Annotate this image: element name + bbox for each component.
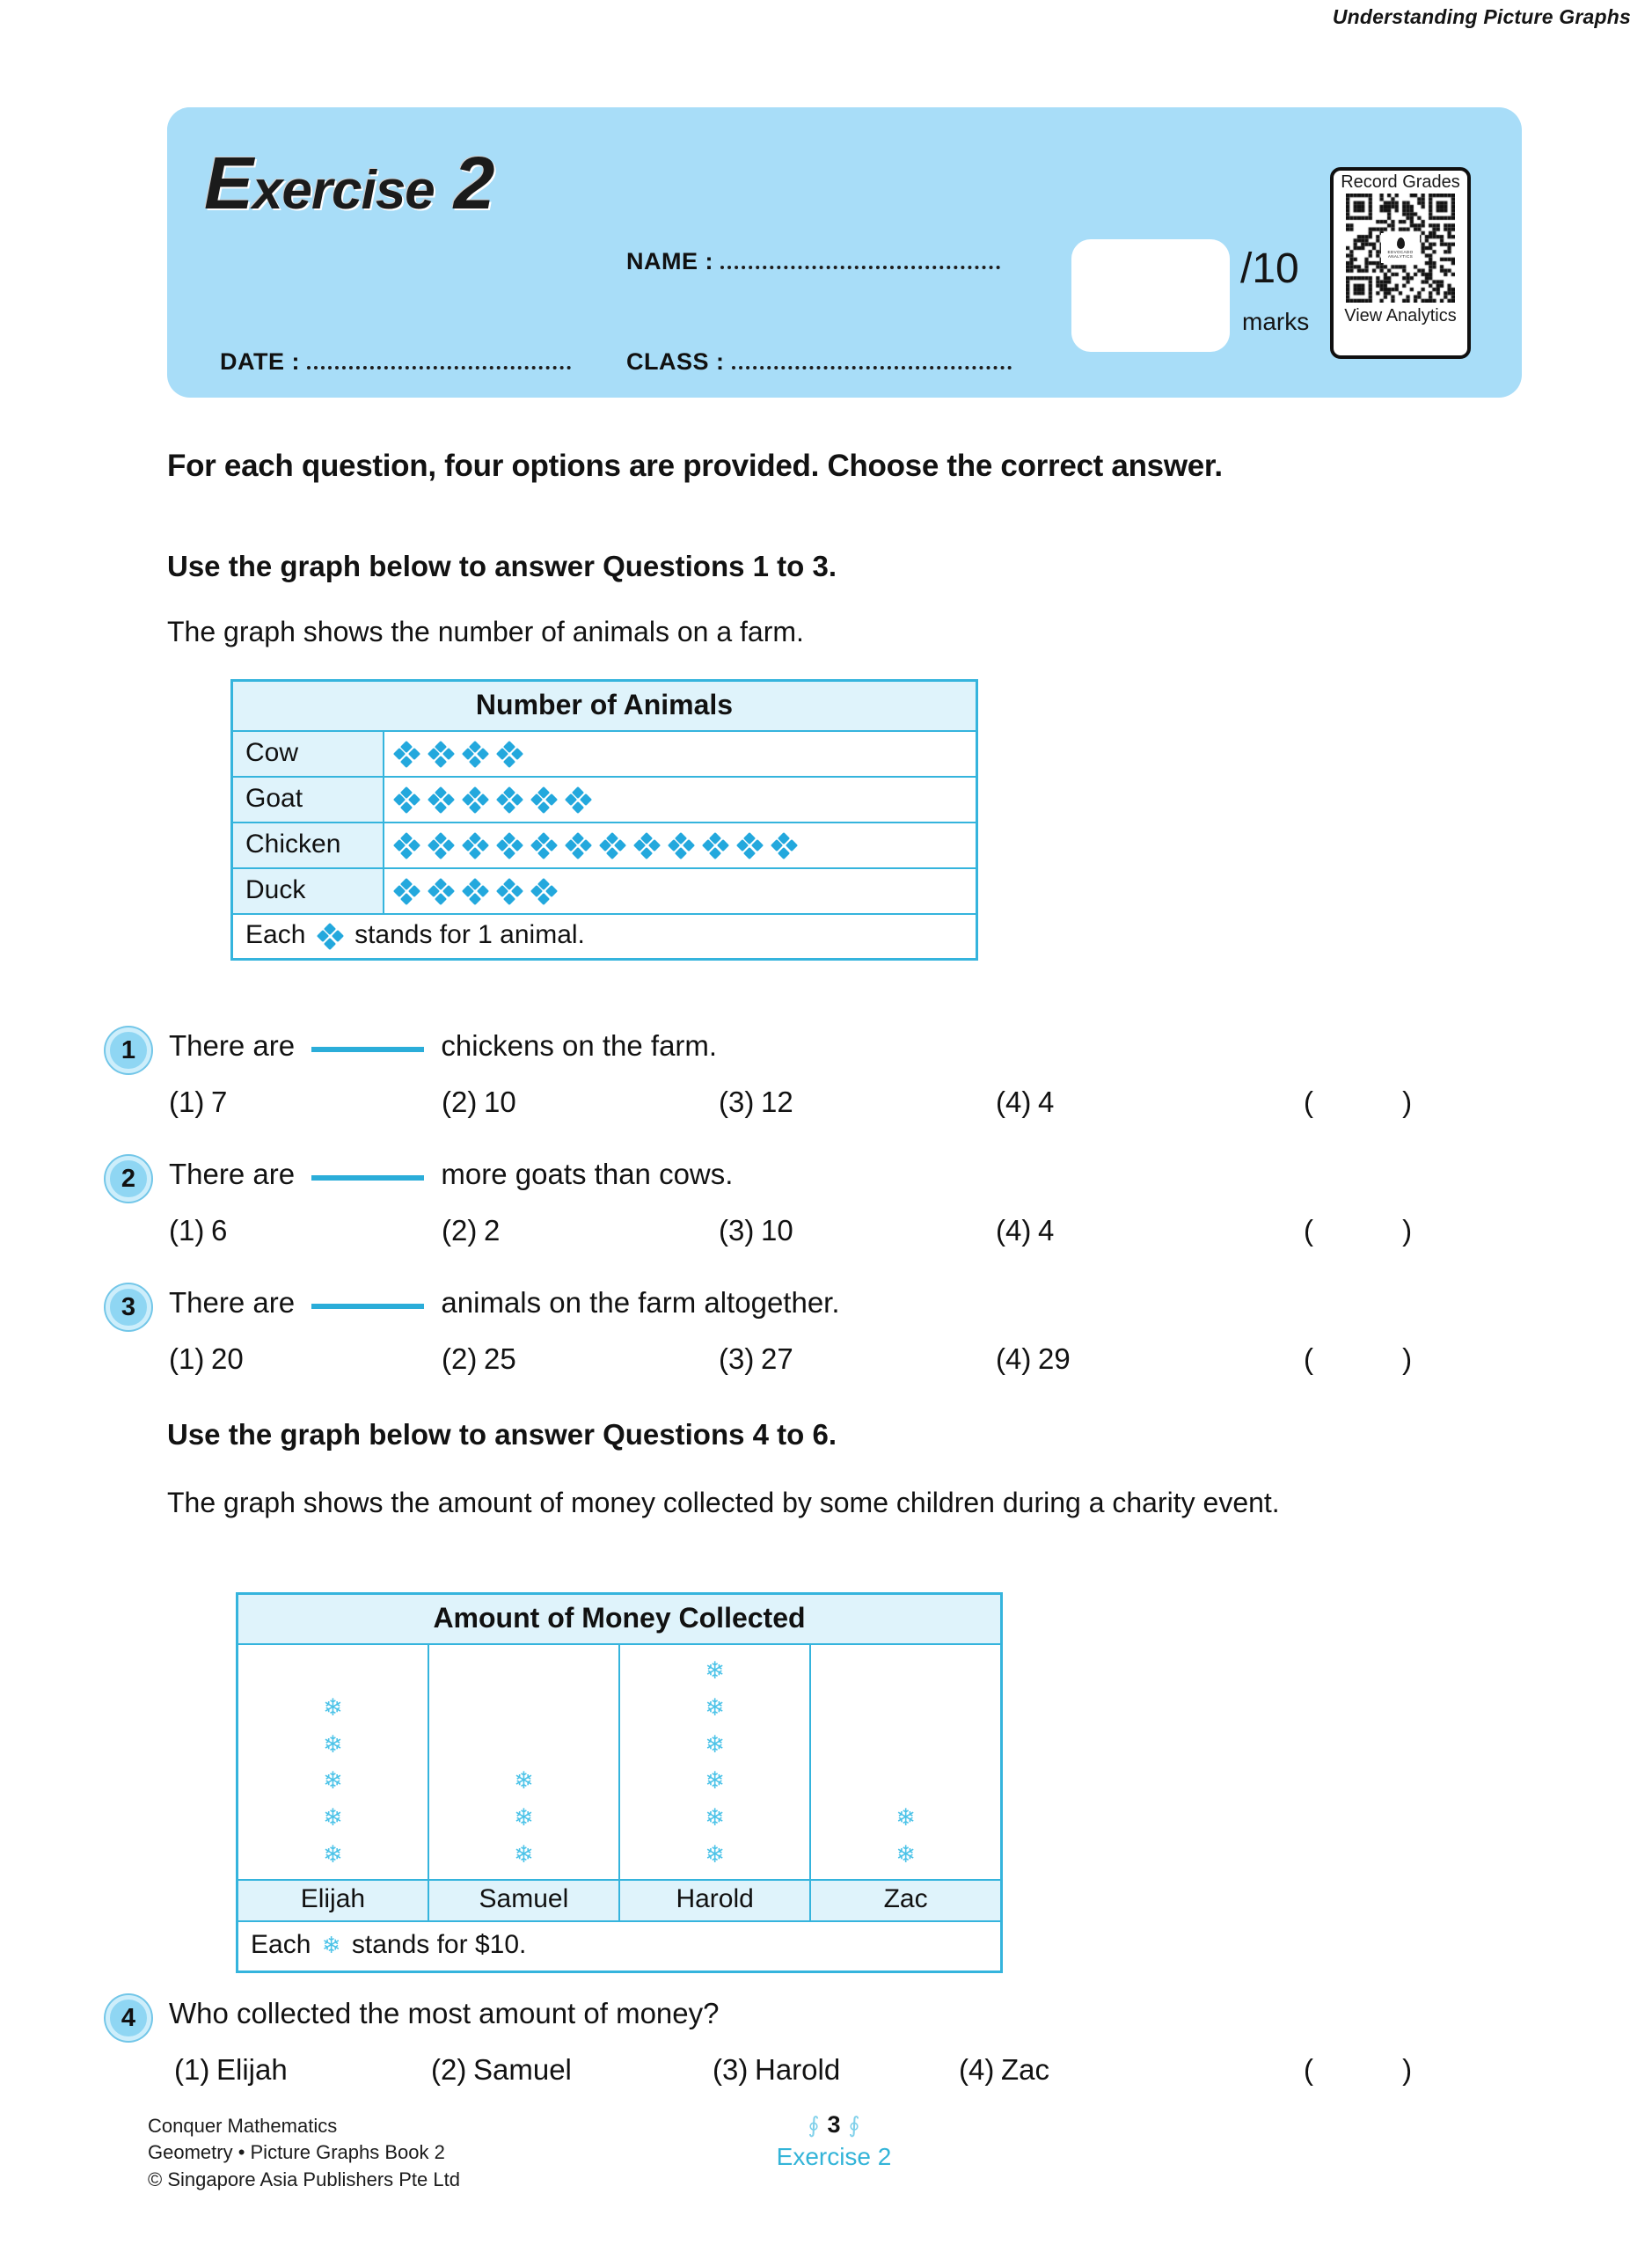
money-symbols: [430, 1646, 618, 1874]
avocado-icon: [1397, 238, 1405, 249]
qr-code-icon[interactable]: [1346, 194, 1455, 303]
key-text-after: stands for $10.: [351, 1930, 527, 1959]
table-row: [232, 777, 977, 823]
answer-bracket[interactable]: ( ): [1304, 1086, 1453, 1118]
option-4[interactable]: [996, 1214, 1054, 1247]
option-4[interactable]: [996, 1342, 1071, 1376]
option-tag: (3): [719, 1342, 755, 1375]
option-tag: (3): [719, 1086, 755, 1118]
animals-pictograph: [230, 679, 978, 961]
diamond-cluster-icon: [395, 788, 419, 812]
animal-label: Cow: [232, 731, 384, 777]
key-text-before: Each: [245, 920, 306, 949]
page-number: 3: [827, 2111, 841, 2138]
diamond-cluster-icon: [567, 788, 590, 812]
animal-label: Goat: [232, 777, 384, 823]
table-title-row: [232, 681, 977, 732]
diamond-cluster-icon: [532, 880, 556, 903]
option-3[interactable]: [719, 1342, 793, 1376]
option-1[interactable]: [169, 1086, 227, 1119]
option-tag: (4): [996, 1342, 1032, 1375]
diamond-cluster-icon: [635, 834, 659, 858]
class-field[interactable]: [626, 348, 1012, 376]
question-text-before: There are: [169, 1029, 296, 1062]
ornament-right-icon: ∮: [848, 2113, 860, 2138]
answer-blank[interactable]: [311, 1047, 424, 1052]
key-text-after: stands for 1 animal.: [355, 920, 585, 949]
table-symbols-row: [238, 1644, 1002, 1880]
option-label: 4: [1038, 1214, 1055, 1247]
option-1[interactable]: [169, 1214, 227, 1247]
option-label: 4: [1038, 1086, 1055, 1118]
class-input-line[interactable]: [732, 356, 1012, 369]
option-tag: (1): [169, 1342, 205, 1375]
money-column: [810, 1644, 1001, 1880]
diamond-cluster-icon: [601, 834, 625, 858]
marks-total-label: /10: [1240, 245, 1299, 292]
diamond-cluster-icon: [669, 834, 693, 858]
snowflake-icon: ❄: [514, 1804, 534, 1832]
option-label: Samuel: [473, 2053, 572, 2086]
option-row: [169, 2053, 1612, 2092]
animal-label: Chicken: [232, 823, 384, 868]
section-1-caption: The graph shows the number of animals on a farm.: [167, 616, 804, 647]
snowflake-icon: ❄: [705, 1693, 725, 1721]
diamond-cluster-icon: [567, 834, 590, 858]
option-tag: (4): [996, 1086, 1032, 1118]
answer-blank[interactable]: [311, 1175, 424, 1181]
table-key-row: [232, 914, 977, 960]
diamond-cluster-icon: [532, 834, 556, 858]
option-tag: (1): [169, 1214, 205, 1247]
animals-key: [232, 914, 977, 960]
option-label: 20: [211, 1342, 244, 1375]
question-text-before: There are: [169, 1286, 296, 1319]
diamond-cluster-icon: [429, 788, 453, 812]
snowflake-icon: ❄: [705, 1804, 725, 1832]
option-tag: (1): [174, 2053, 210, 2086]
diamond-cluster-icon: [395, 880, 419, 903]
name-label: NAME :: [626, 248, 713, 274]
snowflake-icon: ❄: [895, 1804, 916, 1832]
diamond-cluster-icon: [464, 880, 487, 903]
key-text-before: Each: [251, 1930, 311, 1959]
animal-symbols: [384, 868, 977, 914]
answer-bracket[interactable]: ( ): [1304, 2053, 1453, 2086]
diamond-cluster-icon: [498, 788, 522, 812]
snowflake-icon: ❄: [705, 1841, 725, 1868]
money-symbols: [812, 1646, 999, 1874]
option-tag: (4): [959, 2053, 995, 2086]
marks-unit-label: marks: [1242, 308, 1310, 335]
option-label: 2: [484, 1214, 501, 1247]
option-1[interactable]: [169, 1342, 244, 1376]
qr-brand-logo: [1381, 233, 1420, 263]
diamond-cluster-icon: [464, 788, 487, 812]
option-3[interactable]: [719, 1086, 793, 1119]
class-label: CLASS :: [626, 348, 725, 375]
qr-top-caption: Record Grades: [1341, 172, 1460, 192]
money-key: [238, 1921, 1002, 1972]
worksheet-header: [0, 0, 1652, 422]
option-label: 27: [761, 1342, 793, 1375]
table-key-row: [238, 1921, 1002, 1972]
option-1[interactable]: [174, 2053, 288, 2087]
answer-bracket[interactable]: ( ): [1304, 1214, 1453, 1247]
answer-bracket[interactable]: ( ): [1304, 1342, 1453, 1375]
ornament-left-icon: ∮: [808, 2113, 820, 2138]
question-text: [169, 1029, 717, 1063]
instruction-text: For each question, four options are provided. Choose the correct answer.: [167, 449, 1223, 483]
question-number: 2: [106, 1156, 151, 1202]
answer-blank[interactable]: [311, 1304, 424, 1309]
option-label: 10: [761, 1214, 793, 1247]
question-text-after: more goats than cows.: [441, 1158, 734, 1190]
money-column: [238, 1644, 428, 1880]
date-field[interactable]: [220, 348, 571, 376]
table-title-row: [238, 1594, 1002, 1645]
question-text-after: chickens on the farm.: [441, 1029, 718, 1062]
question-number: 3: [106, 1284, 151, 1330]
exercise-title-rest: xercise: [252, 160, 435, 221]
animal-label: Duck: [232, 868, 384, 914]
option-row: [169, 1342, 1612, 1381]
page-title: [204, 141, 494, 226]
question-text-after: animals on the farm altogether.: [441, 1286, 840, 1319]
animal-symbols: [384, 777, 977, 823]
snowflake-icon: ❄: [323, 1767, 343, 1795]
option-tag: (1): [169, 1086, 205, 1118]
option-tag: (2): [442, 1086, 478, 1118]
option-label: Zac: [1001, 2053, 1050, 2086]
diamond-cluster-icon: [498, 742, 522, 766]
option-4[interactable]: [959, 2053, 1049, 2087]
option-label: 29: [1038, 1342, 1071, 1375]
money-column: [428, 1644, 619, 1880]
snowflake-icon: ❄: [705, 1767, 725, 1795]
footer-credits: [148, 2113, 460, 2193]
option-tag: (3): [719, 1214, 755, 1247]
exercise-number: 2: [453, 142, 494, 224]
option-tag: (2): [431, 2053, 467, 2086]
diamond-cluster-icon: [464, 834, 487, 858]
option-3[interactable]: [713, 2053, 840, 2087]
snowflake-icon: ❄: [323, 1693, 343, 1721]
option-2[interactable]: [442, 1214, 500, 1247]
option-label: 7: [211, 1086, 228, 1118]
table-row: [232, 731, 977, 777]
money-symbols: [621, 1646, 808, 1874]
option-tag: (2): [442, 1342, 478, 1375]
diamond-cluster-icon: [318, 925, 342, 948]
child-label: Elijah: [238, 1880, 428, 1921]
snowflake-icon: ❄: [321, 1932, 341, 1958]
footer-line-2: Geometry • Picture Graphs Book 2: [148, 2141, 445, 2164]
option-tag: (3): [713, 2053, 749, 2086]
page-number-line: [728, 2111, 939, 2139]
snowflake-icon: ❄: [514, 1841, 534, 1868]
diamond-cluster-icon: [498, 834, 522, 858]
section-1-lead: Use the graph below to answer Questions 1 to 3.: [167, 550, 837, 582]
money-column: [619, 1644, 810, 1880]
footer-page: [728, 2111, 939, 2171]
snowflake-icon: ❄: [895, 1841, 916, 1868]
option-label: Elijah: [216, 2053, 288, 2086]
date-label: DATE :: [220, 348, 300, 375]
option-label: 10: [484, 1086, 516, 1118]
diamond-cluster-icon: [498, 880, 522, 903]
qr-bottom-caption: View Analytics: [1344, 306, 1457, 325]
money-symbols: [239, 1646, 427, 1874]
exercise-title-initial: E: [204, 142, 253, 224]
option-2[interactable]: [431, 2053, 572, 2087]
money-chart-title: Amount of Money Collected: [238, 1594, 1002, 1645]
table-labels-row: [238, 1880, 1002, 1921]
footer-line-3: © Singapore Asia Publishers Pte Ltd: [148, 2168, 460, 2190]
topic-title: Understanding Picture Graphs: [1332, 5, 1631, 28]
option-label: Harold: [755, 2053, 841, 2086]
qr-brand-line1: EDVOCADO: [1387, 250, 1414, 254]
question-text: [169, 1158, 733, 1191]
snowflake-icon: ❄: [514, 1767, 534, 1795]
date-input-line[interactable]: [307, 356, 571, 369]
option-label: 25: [484, 1342, 516, 1375]
diamond-cluster-icon: [429, 880, 453, 903]
snowflake-icon: ❄: [323, 1841, 343, 1868]
animal-symbols: [384, 823, 977, 868]
question-number: 1: [106, 1027, 151, 1073]
name-field[interactable]: [626, 248, 1000, 275]
question-text-before: There are: [169, 1158, 296, 1190]
animal-symbols: [384, 731, 977, 777]
table-row: [232, 868, 977, 914]
footer-line-1: Conquer Mathematics: [148, 2115, 338, 2137]
snowflake-icon: ❄: [705, 1656, 725, 1684]
option-tag: (2): [442, 1214, 478, 1247]
diamond-cluster-icon: [464, 742, 487, 766]
question-number: 4: [106, 1995, 151, 2041]
diamond-cluster-icon: [429, 742, 453, 766]
snowflake-icon: ❄: [323, 1730, 343, 1758]
diamond-cluster-icon: [772, 834, 796, 858]
section-2-caption: The graph shows the amount of money collected by some children during a charity event.: [167, 1487, 1280, 1518]
snowflake-icon: ❄: [323, 1804, 343, 1832]
option-2[interactable]: [442, 1342, 516, 1376]
diamond-cluster-icon: [532, 788, 556, 812]
option-tag: (4): [996, 1214, 1032, 1247]
child-label: Zac: [810, 1880, 1001, 1921]
option-4[interactable]: [996, 1086, 1054, 1119]
qr-analytics-widget[interactable]: [1330, 167, 1471, 359]
snowflake-icon: ❄: [705, 1730, 725, 1758]
option-label: 6: [211, 1214, 228, 1247]
animals-chart-title: Number of Animals: [232, 681, 977, 732]
diamond-cluster-icon: [738, 834, 762, 858]
qr-brand-line2: ANALYTICS: [1387, 254, 1414, 259]
child-label: Samuel: [428, 1880, 619, 1921]
option-2[interactable]: [442, 1086, 516, 1119]
question-text: [169, 1286, 840, 1320]
name-input-line[interactable]: [720, 256, 1000, 269]
money-pictograph: [236, 1592, 1003, 1973]
diamond-cluster-icon: [395, 742, 419, 766]
diamond-cluster-icon: [429, 834, 453, 858]
diamond-cluster-icon: [704, 834, 727, 858]
option-3[interactable]: [719, 1214, 793, 1247]
child-label: Harold: [619, 1880, 810, 1921]
diamond-cluster-icon: [395, 834, 419, 858]
footer-exercise-label: Exercise 2: [776, 2143, 892, 2170]
option-row: [169, 1214, 1612, 1253]
question-text: Who collected the most amount of money?: [169, 1997, 720, 2029]
option-row: [169, 1086, 1612, 1124]
marks-score-box[interactable]: [1071, 239, 1230, 352]
table-row: [232, 823, 977, 868]
option-label: 12: [761, 1086, 793, 1118]
section-2-lead: Use the graph below to answer Questions 4 to 6.: [167, 1418, 837, 1451]
